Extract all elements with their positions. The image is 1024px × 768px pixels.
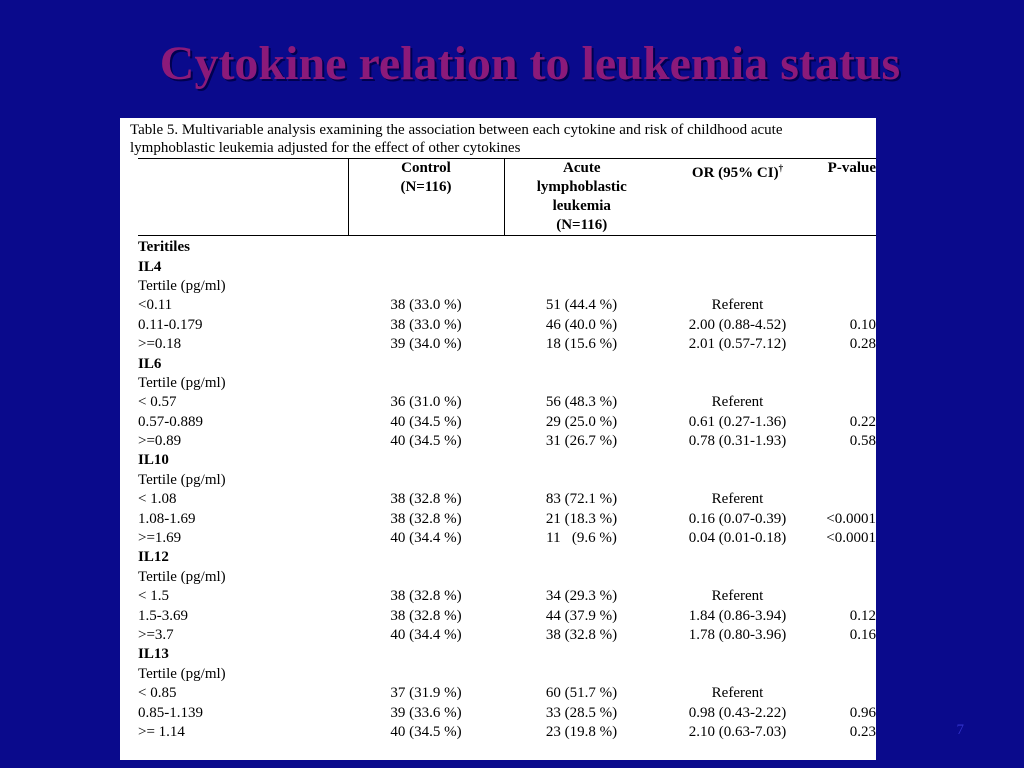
all-cell bbox=[504, 568, 659, 587]
control-cell bbox=[348, 277, 504, 296]
table-panel bbox=[120, 118, 876, 760]
or-cell: 0.16 (0.07-0.39) bbox=[688, 510, 787, 527]
row-label: < 0.57 bbox=[138, 394, 177, 411]
row-label: 1.08-1.69 bbox=[138, 510, 196, 527]
all-cell bbox=[504, 645, 659, 664]
table-row bbox=[138, 587, 876, 606]
row-label: Tertile (pg/ml) bbox=[138, 665, 226, 682]
row-label: IL13 bbox=[138, 646, 169, 663]
or-cell: 1.78 (0.80-3.96) bbox=[688, 627, 787, 643]
table-row bbox=[138, 626, 876, 645]
control-cell: 40 (34.4 %) bbox=[390, 627, 462, 643]
or-cell bbox=[659, 471, 816, 490]
pvalue-cell bbox=[816, 587, 876, 606]
or-cell bbox=[659, 451, 816, 470]
all-cell: 11 (9.6 %) bbox=[546, 530, 617, 547]
pvalue-cell bbox=[816, 645, 876, 664]
row-label: IL12 bbox=[138, 549, 169, 566]
header-pvalue-label: P-value bbox=[827, 160, 876, 176]
control-cell: 40 (34.5 %) bbox=[390, 433, 462, 450]
control-cell: 38 (32.8 %) bbox=[390, 510, 462, 527]
control-cell bbox=[348, 451, 504, 470]
row-label: 0.85-1.139 bbox=[138, 704, 203, 721]
page-number: 7 bbox=[956, 722, 964, 738]
or-cell: Referent bbox=[711, 394, 764, 411]
control-cell: 39 (34.0 %) bbox=[390, 336, 462, 353]
control-cell: 40 (34.5 %) bbox=[390, 413, 462, 430]
all-cell: 44 (37.9 %) bbox=[545, 607, 618, 624]
all-cell bbox=[504, 451, 659, 470]
row-label: < 1.5 bbox=[138, 588, 169, 605]
row-label: IL6 bbox=[138, 355, 162, 372]
pvalue-cell: 0.28 bbox=[849, 336, 876, 353]
or-cell: 0.61 (0.27-1.36) bbox=[688, 413, 787, 430]
header-control bbox=[348, 159, 504, 236]
row-label: Tertile (pg/ml) bbox=[138, 374, 226, 391]
or-cell bbox=[659, 645, 816, 664]
control-cell: 38 (32.8 %) bbox=[390, 607, 462, 624]
all-cell: 56 (48.3 %) bbox=[545, 394, 618, 411]
all-cell bbox=[504, 354, 659, 373]
row-label: 0.11-0.179 bbox=[138, 316, 203, 333]
all-cell: 18 (15.6 %) bbox=[545, 336, 618, 353]
table-row bbox=[138, 335, 876, 354]
all-cell: 51 (44.4 %) bbox=[545, 297, 618, 314]
all-cell bbox=[504, 548, 659, 567]
all-cell bbox=[504, 374, 659, 393]
pvalue-cell bbox=[816, 490, 876, 509]
control-cell: 37 (31.9 %) bbox=[390, 685, 462, 702]
section-row bbox=[138, 257, 876, 276]
row-label: >= 1.14 bbox=[138, 723, 185, 740]
pvalue-cell: 0.96 bbox=[849, 704, 876, 721]
table-row bbox=[138, 296, 876, 315]
control-cell bbox=[348, 257, 504, 276]
header-control-label: Control bbox=[401, 160, 451, 176]
or-cell: 2.01 (0.57-7.12) bbox=[688, 336, 787, 353]
or-cell: 2.00 (0.88-4.52) bbox=[688, 316, 787, 333]
row-label: Tertile (pg/ml) bbox=[138, 277, 226, 294]
header-or-footnote-mark: † bbox=[778, 163, 784, 173]
all-cell bbox=[504, 471, 659, 490]
results-table bbox=[138, 158, 876, 742]
header-all-line3: leukemia bbox=[552, 198, 611, 214]
pvalue-cell bbox=[816, 684, 876, 703]
pvalue-cell bbox=[816, 548, 876, 567]
pvalue-cell: 0.58 bbox=[849, 433, 876, 450]
pvalue-cell: 0.12 bbox=[849, 607, 876, 624]
control-cell bbox=[348, 354, 504, 373]
or-cell bbox=[659, 236, 816, 258]
header-all-line1: Acute bbox=[563, 160, 601, 176]
table-caption: Table 5. Multivariable analysis examining the association between each cytokine and risk of childhood acute lymphoblastic leukemia adjusted for the effect of other cytokines bbox=[130, 122, 783, 156]
all-cell bbox=[504, 665, 659, 684]
table-body bbox=[138, 236, 876, 743]
subheading-row bbox=[138, 277, 876, 296]
header-all-line2: lymphoblastic bbox=[536, 179, 627, 195]
section-row bbox=[138, 354, 876, 373]
section-row bbox=[138, 645, 876, 664]
table-row bbox=[138, 413, 876, 432]
or-cell: 0.98 (0.43-2.22) bbox=[688, 704, 787, 721]
row-label: IL10 bbox=[138, 452, 169, 469]
table-row bbox=[138, 684, 876, 703]
pvalue-cell: <0.0001 bbox=[826, 530, 876, 547]
row-label: >=0.18 bbox=[138, 336, 182, 353]
header-all bbox=[504, 159, 659, 236]
control-cell: 38 (32.8 %) bbox=[390, 588, 462, 605]
or-cell bbox=[659, 665, 816, 684]
or-cell bbox=[659, 568, 816, 587]
all-cell bbox=[504, 236, 659, 258]
row-label: >=1.69 bbox=[138, 530, 182, 547]
control-cell: 40 (34.5 %) bbox=[390, 723, 462, 740]
all-cell: 29 (25.0 %) bbox=[545, 413, 618, 430]
pvalue-cell bbox=[816, 471, 876, 490]
control-cell bbox=[348, 236, 504, 258]
pvalue-cell bbox=[816, 354, 876, 373]
control-cell: 38 (33.0 %) bbox=[390, 297, 462, 314]
header-or bbox=[659, 159, 816, 236]
section-row bbox=[138, 451, 876, 470]
section-row bbox=[138, 236, 876, 258]
row-label: Tertile (pg/ml) bbox=[138, 568, 226, 585]
or-cell: 0.04 (0.01-0.18) bbox=[688, 530, 787, 547]
subheading-row bbox=[138, 471, 876, 490]
pvalue-cell: 0.23 bbox=[849, 723, 876, 740]
control-cell bbox=[348, 665, 504, 684]
row-label: Teritiles bbox=[138, 239, 190, 256]
all-cell: 46 (40.0 %) bbox=[545, 316, 618, 333]
subheading-row bbox=[138, 568, 876, 587]
table-row bbox=[138, 316, 876, 335]
table-row bbox=[138, 723, 876, 742]
control-cell: 40 (34.4 %) bbox=[390, 530, 462, 547]
all-cell: 33 (28.5 %) bbox=[545, 704, 618, 721]
header-or-label: OR (95% CI) bbox=[691, 165, 779, 181]
or-cell: 0.78 (0.31-1.93) bbox=[688, 433, 787, 450]
table-row bbox=[138, 393, 876, 412]
pvalue-cell bbox=[816, 393, 876, 412]
table-row bbox=[138, 509, 876, 528]
pvalue-cell bbox=[816, 277, 876, 296]
row-label: >=3.7 bbox=[138, 627, 174, 643]
pvalue-cell bbox=[816, 374, 876, 393]
row-label: < 1.08 bbox=[138, 491, 177, 508]
or-cell bbox=[659, 354, 816, 373]
control-cell: 38 (33.0 %) bbox=[390, 316, 462, 333]
all-cell: 83 (72.1 %) bbox=[545, 491, 618, 508]
or-cell: 1.84 (0.86-3.94) bbox=[688, 607, 787, 624]
all-cell bbox=[504, 257, 659, 276]
control-cell bbox=[348, 548, 504, 567]
pvalue-cell: 0.22 bbox=[849, 413, 876, 430]
row-label: IL4 bbox=[138, 258, 162, 275]
all-cell: 31 (26.7 %) bbox=[545, 433, 618, 450]
control-cell bbox=[348, 568, 504, 587]
table-row bbox=[138, 529, 876, 548]
header-control-n: (N=116) bbox=[400, 179, 452, 195]
table-row bbox=[138, 703, 876, 722]
control-cell: 38 (32.8 %) bbox=[390, 491, 462, 508]
or-cell: 2.10 (0.63-7.03) bbox=[688, 723, 787, 740]
all-cell: 60 (51.7 %) bbox=[545, 685, 618, 702]
control-cell bbox=[348, 471, 504, 490]
or-cell: Referent bbox=[711, 491, 764, 508]
pvalue-cell bbox=[816, 257, 876, 276]
row-label: 1.5-3.69 bbox=[138, 607, 188, 624]
control-cell: 39 (33.6 %) bbox=[390, 704, 462, 721]
all-cell bbox=[504, 277, 659, 296]
row-label: 0.57-0.889 bbox=[138, 413, 203, 430]
table-row bbox=[138, 490, 876, 509]
section-row bbox=[138, 548, 876, 567]
row-label: Tertile (pg/ml) bbox=[138, 471, 226, 488]
header-pvalue bbox=[816, 159, 876, 236]
or-cell: Referent bbox=[711, 297, 764, 314]
row-label: < 0.85 bbox=[138, 685, 177, 702]
control-cell bbox=[348, 645, 504, 664]
or-cell: Referent bbox=[711, 685, 764, 702]
all-cell: 34 (29.3 %) bbox=[545, 588, 618, 605]
subheading-row bbox=[138, 665, 876, 684]
or-cell bbox=[659, 548, 816, 567]
slide-title: Cytokine relation to leukemia status bbox=[159, 37, 901, 90]
pvalue-cell bbox=[816, 568, 876, 587]
all-cell: 23 (19.8 %) bbox=[545, 723, 618, 740]
table-row bbox=[138, 606, 876, 625]
pvalue-cell bbox=[816, 451, 876, 470]
header-blank bbox=[138, 159, 348, 236]
header-all-n: (N=116) bbox=[556, 217, 608, 233]
pvalue-cell bbox=[816, 236, 876, 258]
table-row bbox=[138, 432, 876, 451]
control-cell: 36 (31.0 %) bbox=[390, 394, 462, 411]
control-cell bbox=[348, 374, 504, 393]
pvalue-cell: 0.10 bbox=[849, 316, 876, 333]
or-cell bbox=[659, 374, 816, 393]
pvalue-cell bbox=[816, 296, 876, 315]
or-cell bbox=[659, 257, 816, 276]
all-cell: 21 (18.3 %) bbox=[545, 510, 618, 527]
or-cell bbox=[659, 277, 816, 296]
pvalue-cell: <0.0001 bbox=[826, 510, 876, 527]
pvalue-cell bbox=[816, 665, 876, 684]
row-label: >=0.89 bbox=[138, 433, 182, 450]
or-cell: Referent bbox=[711, 588, 764, 605]
row-label: <0.11 bbox=[138, 297, 173, 314]
table-header-row bbox=[138, 159, 876, 236]
pvalue-cell: 0.16 bbox=[849, 627, 876, 643]
subheading-row bbox=[138, 374, 876, 393]
all-cell: 38 (32.8 %) bbox=[545, 627, 618, 643]
